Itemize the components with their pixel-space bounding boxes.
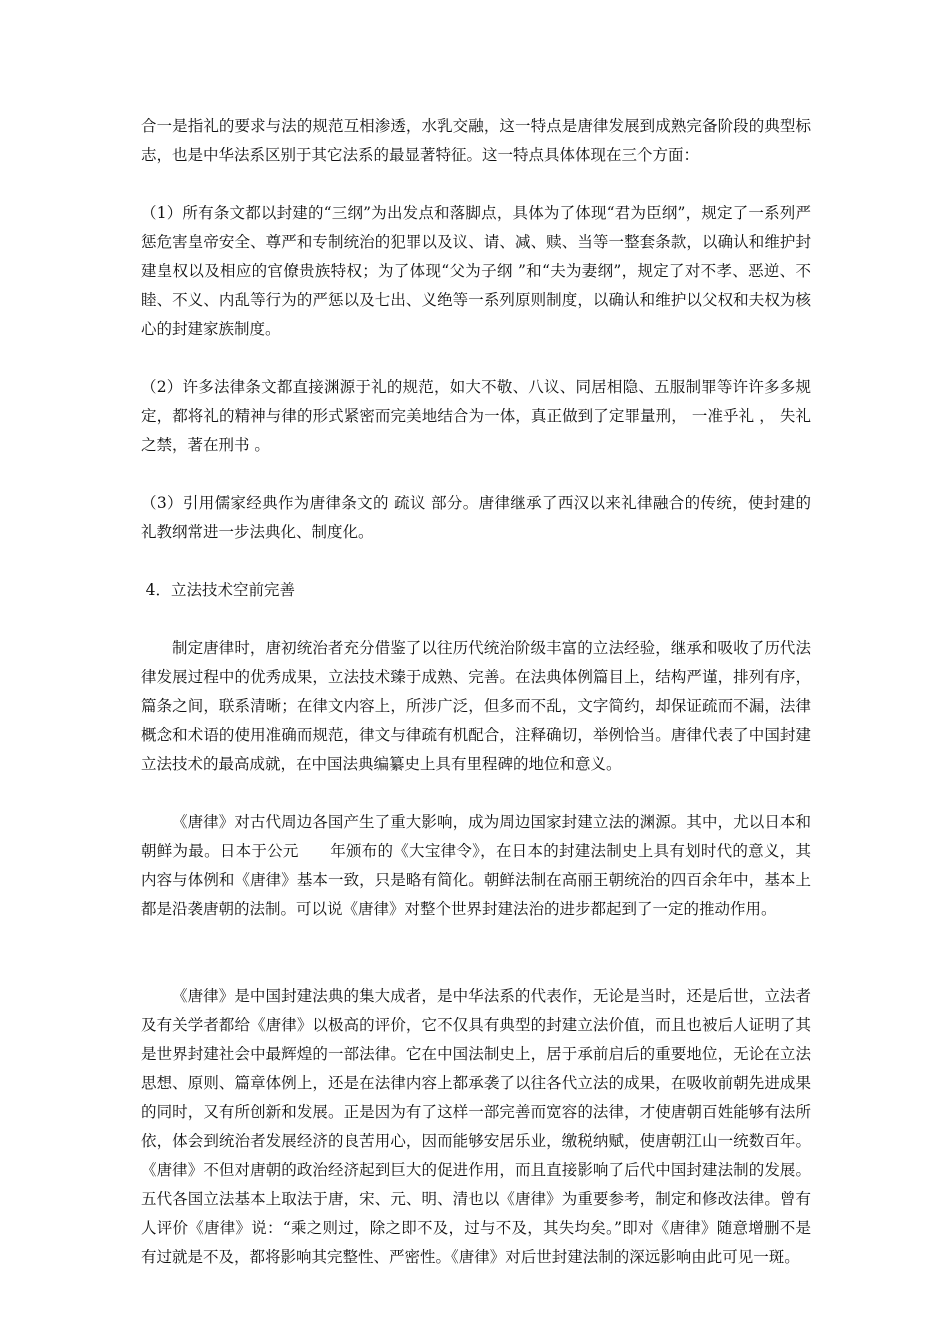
paragraph-spacer <box>141 547 811 576</box>
paragraph-point-2: （2）许多法律条文都直接渊源于礼的规范，如大不敬、八议、同居相隐、五服制罪等许许多多规定，都将礼的精神与律的形式紧密而完美地结合为一体，真正做到了定罪量刑， 一准乎礼 ， 失礼之禁，著在刑书 。 <box>141 378 811 454</box>
paragraph-spacer <box>141 460 811 489</box>
section-heading: 4．立法技术空前完善 <box>145 581 296 599</box>
paragraph-spacer <box>141 605 811 634</box>
paragraph-spacer <box>141 170 811 199</box>
paragraph-spacer <box>141 924 811 982</box>
document-page <box>141 112 811 1272</box>
paragraph-point-1: （1）所有条文都以封建的“三纲”为出发点和落脚点，具体为了体现“君为臣纲”，规定了一系列严惩危害皇帝安全、尊严和专制统治的犯罪以及议、请、减、赎、当等一整套条款，以确认和维护封建皇权以及相应的官僚贵族特权；为了体现“父为子纲 ”和“夫为妻纲”，规定了对不孝、恶逆、不睦、不义、内乱等行为的严惩以及七出、义绝等一系列原则制度，以确认和维护以父权和夫权为核心的封建家族制度。 <box>141 204 811 338</box>
paragraph-legislative-technique: 制定唐律时，唐初统治者充分借鉴了以往历代统治阶级丰富的立法经验，继承和吸收了历代法律发展过程中的优秀成果，立法技术臻于成熟、完善。在法典体例篇目上，结构严谨，排列有序，篇条之间，联系清晰；在律文内容上，所涉广泛，但多而不乱，文字简约，却保证疏而不漏，法律概念和术语的使用准确而规范，律文与律疏有机配合，注释确切，举例恰当。唐律代表了中国封建立法技术的最高成就，在中国法典编纂史上具有里程碑的地位和意义。 <box>141 639 811 773</box>
paragraph-foreign-influence: 《唐律》对古代周边各国产生了重大影响，成为周边国家封建立法的渊源。其中，尤以日本和朝鲜为最。日本于公元 年颁布的《大宝律令》，在日本的封建法制史上具有划时代的意义，其内容与体例和《唐律》基本一致，只是略有简化。朝鲜法制在高丽王朝统治的四百余年中，基本上都是沿袭唐朝的法制。可以说《唐律》对整个世界封建法治的进步都起到了一定的推动作用。 <box>141 813 811 918</box>
paragraph-conclusion: 《唐律》是中国封建法典的集大成者，是中华法系的代表作，无论是当时，还是后世，立法者及有关学者都给《唐律》以极高的评价，它不仅具有典型的封建立法价值，而且也被后人证明了其是世界封建社会中最辉煌的一部法律。它在中国法制史上，居于承前启后的重要地位，无论在立法思想、原则、篇章体例上，还是在法律内容上都承袭了以往各代立法的成果，在吸收前朝先进成果的同时，又有所创新和发展。正是因为有了这样一部完善而宽容的法律，才使唐朝百姓能够有法所依，体会到统治者发展经济的良苦用心，因而能够安居乐业，缴税纳赋，使唐朝江山一统数百年。《唐律》不但对唐朝的政治经济起到巨大的促进作用，而且直接影响了后代中国封建法制的发展。五代各国立法基本上取法于唐，宋、元、明、清也以《唐律》为重要参考，制定和修改法律。曾有人评价《唐律》说：“乘之则过，除之即不及，过与不及，其失均矣。”即对《唐律》随意增删不是有过就是不及，都将影响其完整性、严密性。《唐律》对后世封建法制的深远影响由此可见一斑。 <box>141 987 811 1266</box>
paragraph-point-3: （3）引用儒家经典作为唐律条文的 疏议 部分。唐律继承了西汉以来礼律融合的传统，使封建的礼教纲常进一步法典化、制度化。 <box>141 494 811 541</box>
paragraph-intro: 合一是指礼的要求与法的规范互相渗透，水乳交融，这一特点是唐律发展到成熟完备阶段的典型标志，也是中华法系区别于其它法系的最显著特征。这一特点具体体现在三个方面： <box>141 117 811 164</box>
paragraph-spacer <box>141 779 811 808</box>
paragraph-spacer <box>141 344 811 373</box>
